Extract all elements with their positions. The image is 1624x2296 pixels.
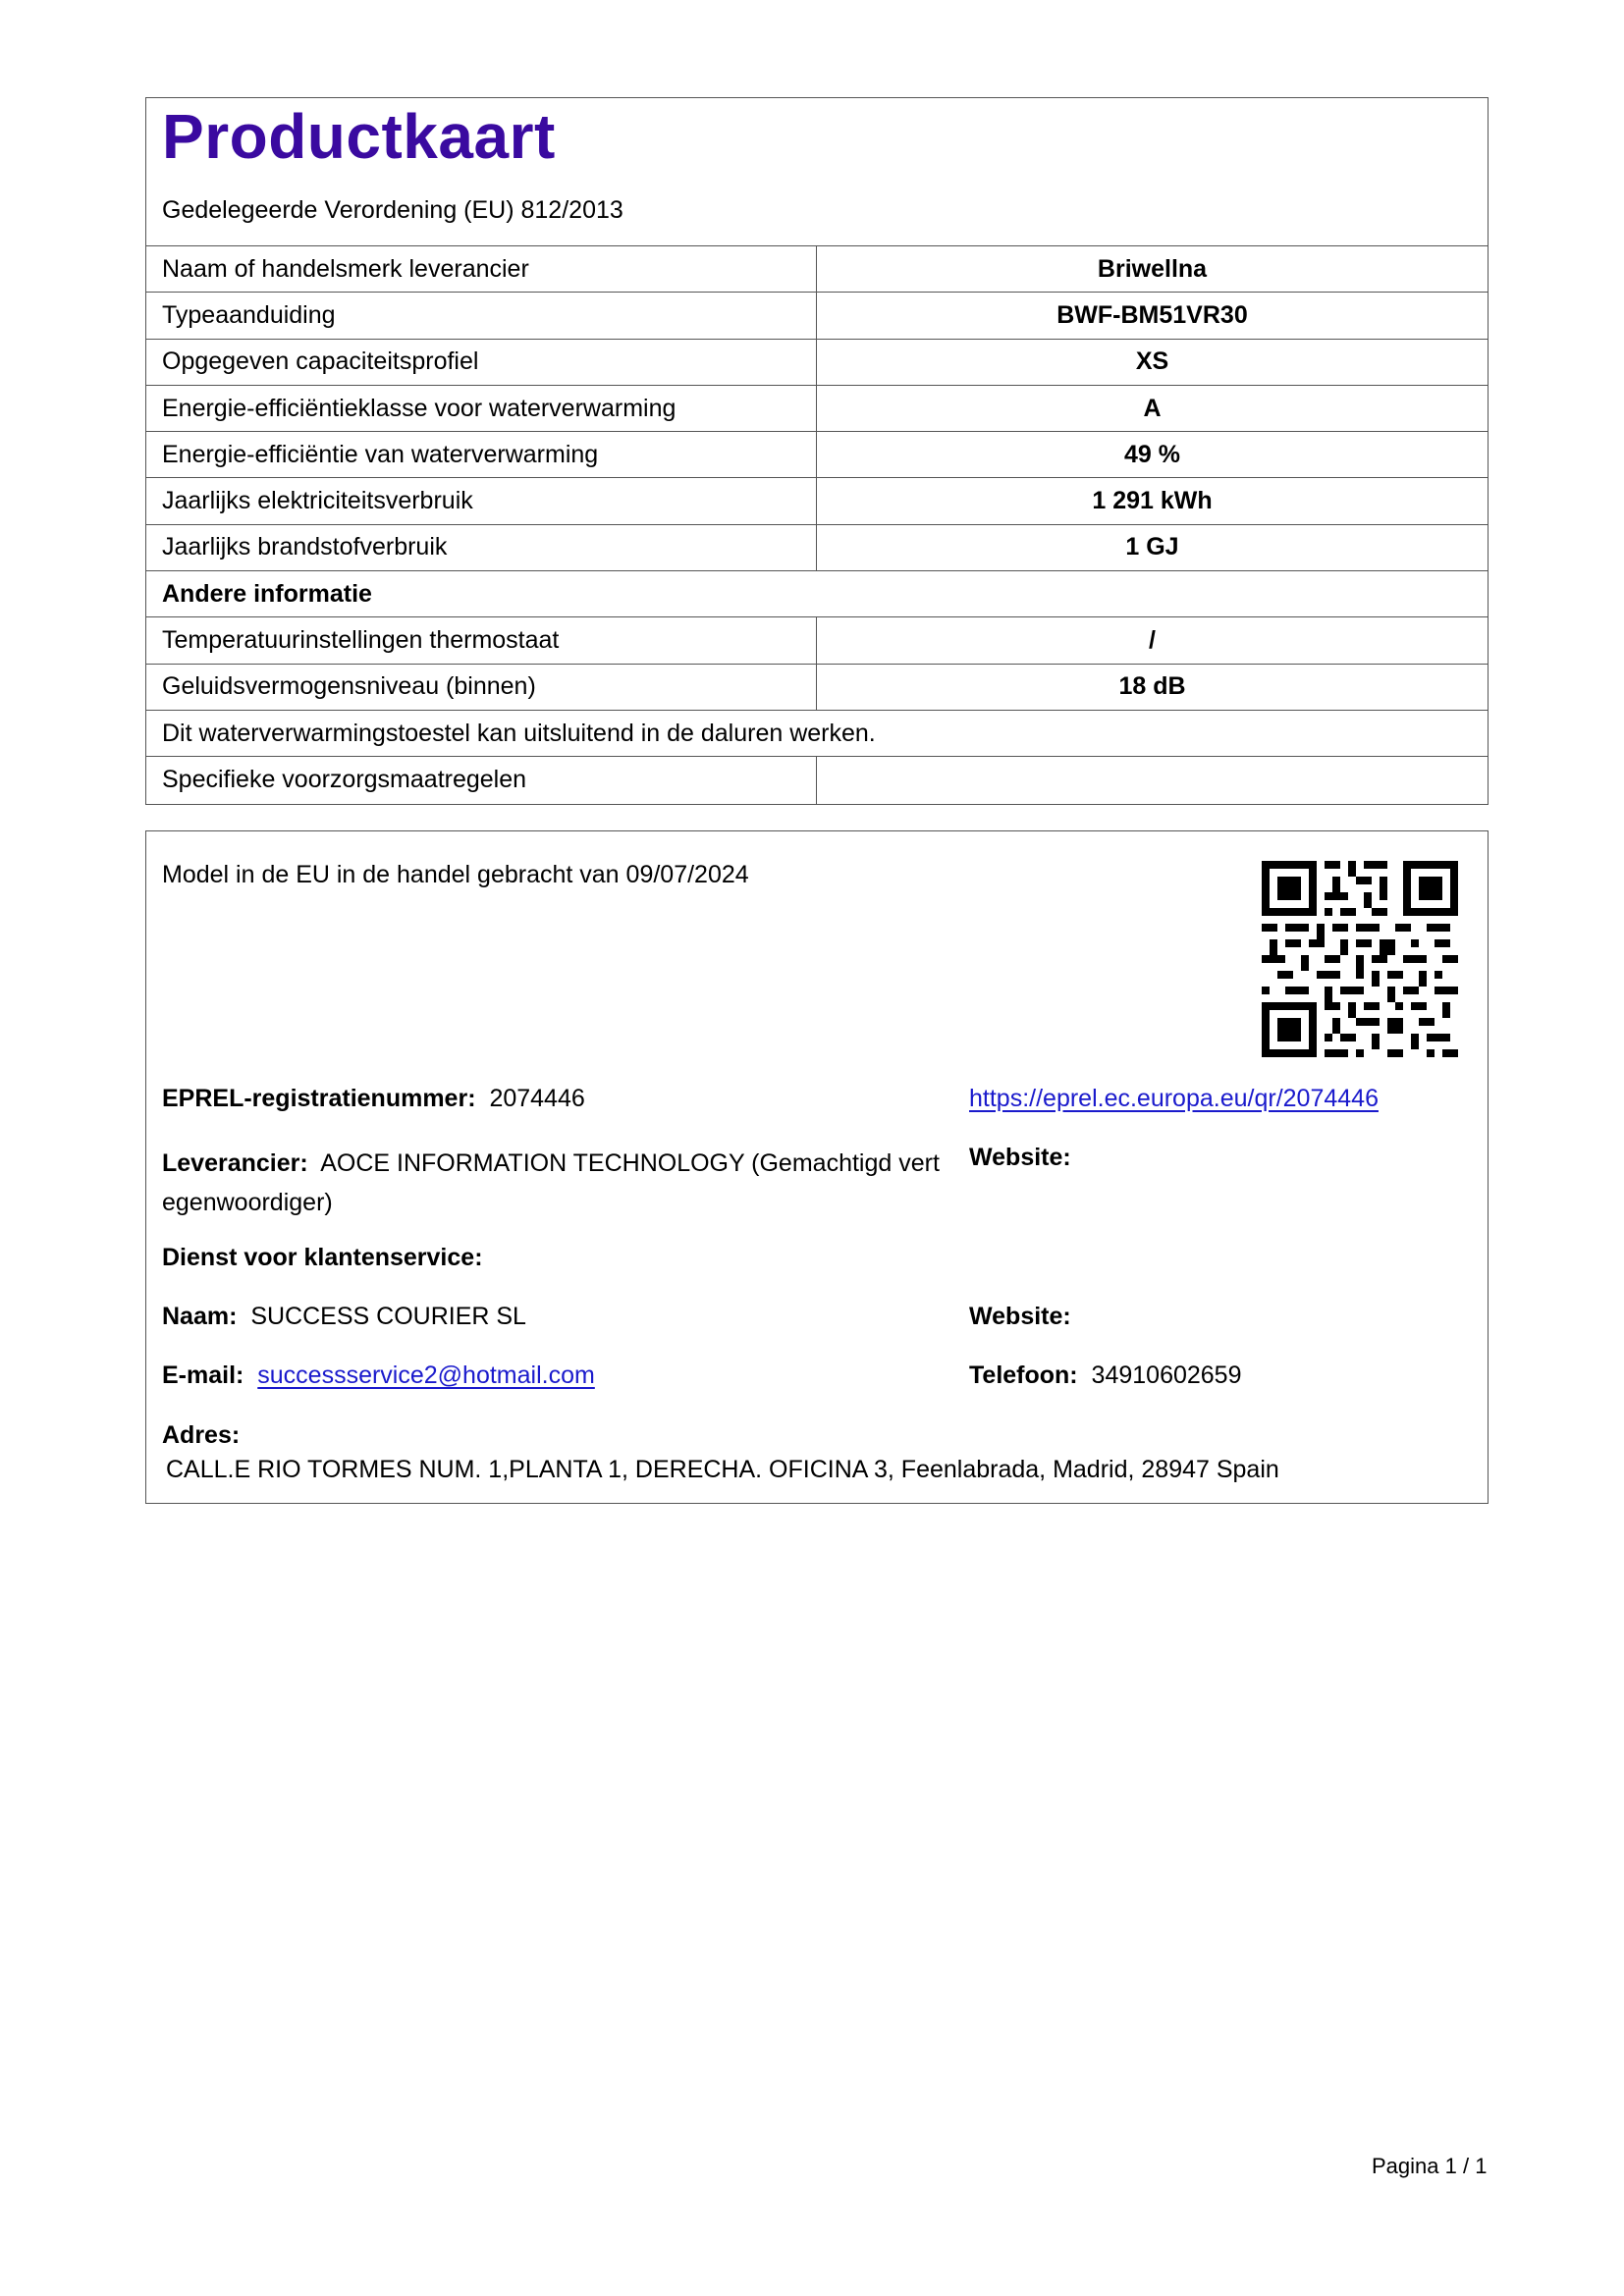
other-info-heading-row xyxy=(146,571,1488,617)
supplier-website-label: Website: xyxy=(969,1144,1071,1171)
page-number: Pagina 1 / 1 xyxy=(1372,2154,1488,2178)
table-row xyxy=(146,432,1488,478)
supplier-name: AOCE INFORMATION TECHNOLOGY (Gemachtigd vert xyxy=(320,1149,940,1177)
supplier-row xyxy=(162,1144,947,1222)
phone-row xyxy=(969,1362,1242,1390)
registration-card xyxy=(145,830,1489,1504)
eprel-row xyxy=(162,1085,585,1113)
row-value: 1 GJ xyxy=(1125,533,1179,561)
table-row xyxy=(146,340,1488,386)
regulation-subtitle: Gedelegeerde Verordening (EU) 812/2013 xyxy=(162,196,623,224)
precautions-label: Specifieke voorzorgsmaatregelen xyxy=(146,757,817,803)
row-value: 49 % xyxy=(1124,440,1180,468)
row-value: BWF-BM51VR30 xyxy=(1056,300,1248,329)
row-value: 18 dB xyxy=(1118,672,1186,701)
address-label: Adres: xyxy=(162,1421,241,1449)
row-label: Typeaanduiding xyxy=(146,293,817,338)
other-info-heading: Andere informatie xyxy=(162,579,372,608)
precautions-value xyxy=(817,757,1488,803)
market-date-text: Model in de EU in de handel gebracht van 09/07/2024 xyxy=(162,861,749,888)
table-row xyxy=(146,246,1488,293)
address-value: CALL.E RIO TORMES NUM. 1,PLANTA 1, DERECHA. OFICINA 3, Feenlabrada, Madrid, 28947 Spain xyxy=(166,1456,1279,1483)
table-row xyxy=(146,293,1488,339)
table-row xyxy=(146,617,1488,664)
eprel-number: 2074446 xyxy=(489,1085,585,1112)
phone-label: Telefoon: xyxy=(969,1362,1078,1389)
row-label: Energie-efficiëntieklasse voor waterverwarming xyxy=(146,386,817,431)
row-label: Geluidsvermogensniveau (binnen) xyxy=(146,665,817,710)
off-peak-note: Dit waterverwarmingstoestel kan uitsluitend in de daluren werken. xyxy=(162,719,876,747)
page-title: Productkaart xyxy=(162,101,556,172)
supplier-name-continued: egenwoordiger) xyxy=(162,1189,333,1216)
service-name-value: SUCCESS COURIER SL xyxy=(250,1303,526,1330)
row-value: Briwellna xyxy=(1097,254,1208,283)
row-value: A xyxy=(1143,394,1162,422)
row-value: 1 291 kWh xyxy=(1092,487,1213,515)
off-peak-note-row xyxy=(146,711,1488,757)
product-card xyxy=(145,97,1489,805)
row-label: Opgegeven capaciteitsprofiel xyxy=(146,340,817,385)
eprel-label: EPREL-registratienummer: xyxy=(162,1085,476,1112)
table-row xyxy=(146,386,1488,432)
row-label: Jaarlijks brandstofverbruik xyxy=(146,525,817,570)
table-row xyxy=(146,478,1488,524)
customer-service-heading: Dienst voor klantenservice: xyxy=(162,1244,483,1271)
email-row xyxy=(162,1362,595,1390)
row-value: / xyxy=(1149,626,1156,655)
service-website-label: Website: xyxy=(969,1303,1071,1330)
row-value: XS xyxy=(1135,347,1169,376)
title-block xyxy=(146,98,1488,246)
table-row xyxy=(146,665,1488,711)
service-name-row xyxy=(162,1303,526,1331)
supplier-label: Leverancier: xyxy=(162,1149,308,1177)
qr-code-icon[interactable] xyxy=(1262,861,1458,1057)
table-row xyxy=(146,525,1488,571)
row-label: Energie-efficiëntie van waterverwarming xyxy=(146,432,817,477)
row-label: Naam of handelsmerk leverancier xyxy=(146,246,817,292)
service-name-label: Naam: xyxy=(162,1303,238,1330)
eprel-link[interactable]: https://eprel.ec.europa.eu/qr/2074446 xyxy=(969,1085,1379,1112)
row-label: Jaarlijks elektriciteitsverbruik xyxy=(146,478,817,523)
row-label: Temperatuurinstellingen thermostaat xyxy=(146,617,817,663)
table-row xyxy=(146,757,1488,803)
email-link[interactable]: successservice2@hotmail.com xyxy=(257,1362,595,1389)
email-label: E-mail: xyxy=(162,1362,244,1389)
phone-value: 34910602659 xyxy=(1091,1362,1242,1389)
